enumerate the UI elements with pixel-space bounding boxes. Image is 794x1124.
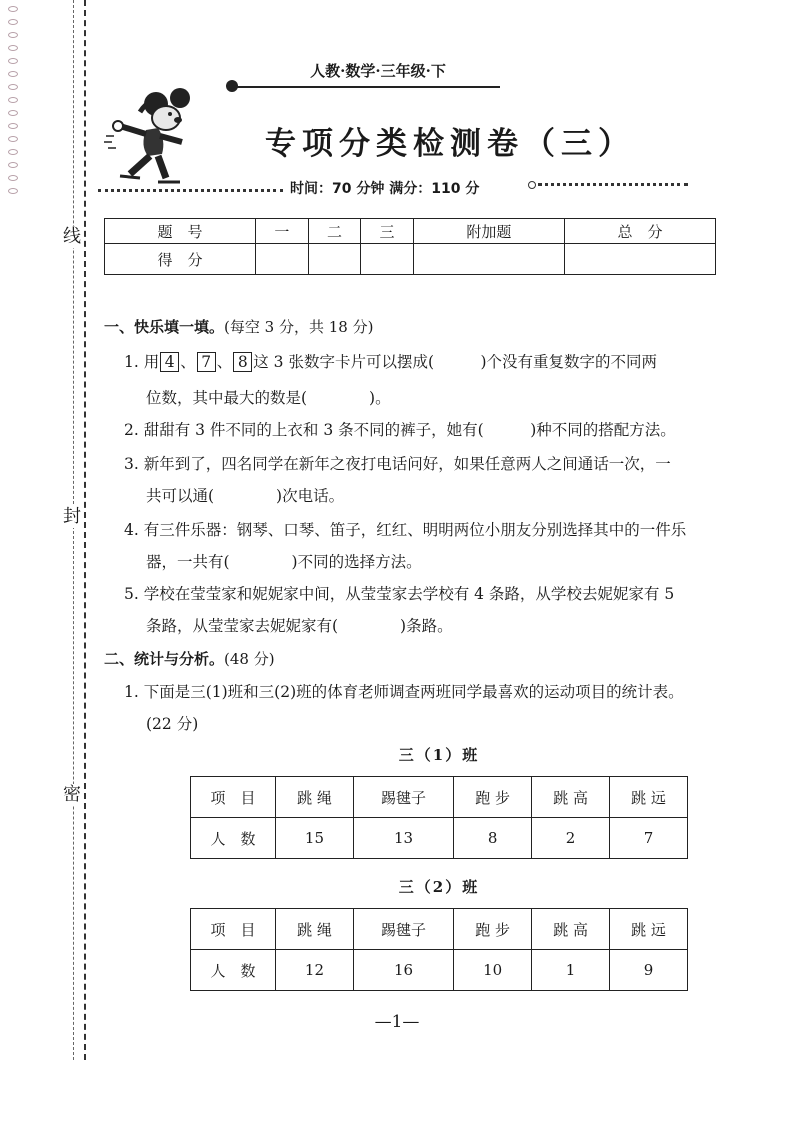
class2-table-caption: 三（2）班 [398, 878, 480, 896]
binding-hole [8, 58, 18, 64]
section2-heading [104, 648, 275, 669]
table-cell: 10 [454, 950, 532, 991]
table-cell: 8 [454, 818, 532, 859]
table-cell: 16 [353, 950, 453, 991]
time-and-score-info: 时间：70 分钟 满分：110 分 [290, 181, 480, 197]
binding-hole [8, 188, 18, 194]
score-entry-cell[interactable] [308, 244, 361, 275]
seal-word-mi: 密 [63, 784, 81, 805]
table-cell: 12 [276, 950, 354, 991]
score-table [104, 218, 716, 275]
score-entry-cell[interactable] [564, 244, 715, 275]
table-header-row [191, 777, 688, 818]
binding-hole [8, 32, 18, 38]
table-header-cell: 跳 绳 [276, 777, 354, 818]
question-1-5-line1: 5. 学校在莹莹家和妮妮家中间，从莹莹家去学校有 4 条路，从学校去妮妮家有 5 [124, 585, 675, 603]
score-table-header-cell: 二 [308, 219, 361, 244]
dotted-rule-ring [528, 181, 536, 189]
table-header-cell: 跳 远 [610, 777, 688, 818]
score-table-header-cell: 题 号 [105, 219, 256, 244]
number-card: 4 [160, 352, 179, 372]
binding-dashed-line-inner [73, 0, 74, 1060]
binding-hole [8, 123, 18, 129]
table-header-cell: 项 目 [191, 777, 276, 818]
binding-hole [8, 175, 18, 181]
page-number: —1— [374, 1012, 420, 1032]
score-table-header-cell: 总 分 [564, 219, 715, 244]
question-2-1-line1: 1. 下面是三(1)班和三(2)班的体育老师调查两班同学最喜欢的运动项目的统计表。 [124, 683, 684, 701]
question-2-1-line2: (22 分) [146, 715, 199, 733]
table-header-cell: 项 目 [191, 909, 276, 950]
series-label: 人教·数学·三年级·下 [310, 62, 446, 80]
score-row-label: 得 分 [105, 244, 256, 275]
q1-suffix: 这 3 张数字卡片可以摆成( )个没有重复数字的不同两 [253, 353, 658, 371]
number-card: 7 [197, 352, 216, 372]
binding-hole [8, 97, 18, 103]
section1-note: (每空 3 分，共 18 分) [224, 318, 374, 336]
binding-hole [8, 136, 18, 142]
binding-hole [8, 71, 18, 77]
table-row-label: 人 数 [191, 818, 276, 859]
class2-sports-table [190, 908, 688, 991]
q1-prefix: 1. 用 [124, 353, 160, 371]
score-table-score-row [105, 244, 716, 275]
table-header-cell: 跑 步 [454, 777, 532, 818]
section2-note: (48 分) [224, 650, 275, 668]
table-row-label: 人 数 [191, 950, 276, 991]
skating-mouse-illustration [100, 82, 196, 190]
table-cell: 13 [353, 818, 453, 859]
table-header-cell: 跑 步 [454, 909, 532, 950]
table-row [191, 818, 688, 859]
dotted-rule-right [538, 183, 688, 186]
binding-dashed-line [84, 0, 86, 1060]
question-1-4-line2: 器，一共有( )不同的选择方法。 [146, 553, 422, 571]
section2-title: 二、统计与分析。 [104, 650, 225, 668]
seal-word-xian: 线 [63, 226, 81, 247]
binding-hole [8, 19, 18, 25]
score-entry-cell[interactable] [413, 244, 564, 275]
page-title: 专项分类检测卷（三） [265, 126, 635, 162]
table-header-cell: 踢毽子 [353, 909, 453, 950]
table-cell: 7 [610, 818, 688, 859]
series-underline [236, 86, 500, 88]
number-card: 8 [233, 352, 252, 372]
question-1-3-line2: 共可以通( )次电话。 [146, 487, 345, 505]
binding-hole [8, 162, 18, 168]
score-entry-cell[interactable] [361, 244, 414, 275]
table-row [191, 950, 688, 991]
table-header-cell: 跳 远 [610, 909, 688, 950]
table-header-cell: 跳 绳 [276, 909, 354, 950]
table-cell: 9 [610, 950, 688, 991]
question-1-5-line2: 条路，从莹莹家去妮妮家有( )条路。 [146, 617, 453, 635]
class1-sports-table [190, 776, 688, 859]
table-cell: 2 [532, 818, 610, 859]
question-1-2: 2. 甜甜有 3 件不同的上衣和 3 条不同的裤子，她有( )种不同的搭配方法。 [124, 421, 676, 439]
table-header-cell: 跳 高 [532, 777, 610, 818]
question-1-4-line1: 4. 有三件乐器：钢琴、口琴、笛子，红红、明明两位小朋友分别选择其中的一件乐 [124, 521, 687, 539]
score-table-header-cell: 一 [256, 219, 309, 244]
section1-heading [104, 316, 373, 337]
table-cell: 1 [532, 950, 610, 991]
score-table-header-cell: 附加题 [413, 219, 564, 244]
score-table-header-cell: 三 [361, 219, 414, 244]
section1-title: 一、快乐填一填。 [104, 318, 225, 336]
binding-hole [8, 84, 18, 90]
question-1-3-line1: 3. 新年到了，四名同学在新年之夜打电话问好，如果任意两人之间通话一次，一 [124, 455, 671, 473]
binding-hole [8, 149, 18, 155]
table-header-cell: 跳 高 [532, 909, 610, 950]
seal-word-feng: 封 [63, 506, 81, 527]
table-cell: 15 [276, 818, 354, 859]
binding-holes [6, 0, 20, 1124]
score-table-header-row [105, 219, 716, 244]
question-1-1-line1: 1. 用 4 、 7 、 8 这 3 张数字卡片可以摆成( )个没有重复数字的不同两 [124, 353, 658, 371]
table-header-cell: 踢毽子 [353, 777, 453, 818]
class1-table-caption: 三（1）班 [398, 746, 480, 764]
score-entry-cell[interactable] [256, 244, 309, 275]
binding-hole [8, 45, 18, 51]
binding-hole [8, 110, 18, 116]
table-header-row [191, 909, 688, 950]
binding-hole [8, 6, 18, 12]
dotted-rule-left [98, 189, 283, 192]
question-1-1-line2: 位数，其中最大的数是( )。 [146, 389, 391, 407]
